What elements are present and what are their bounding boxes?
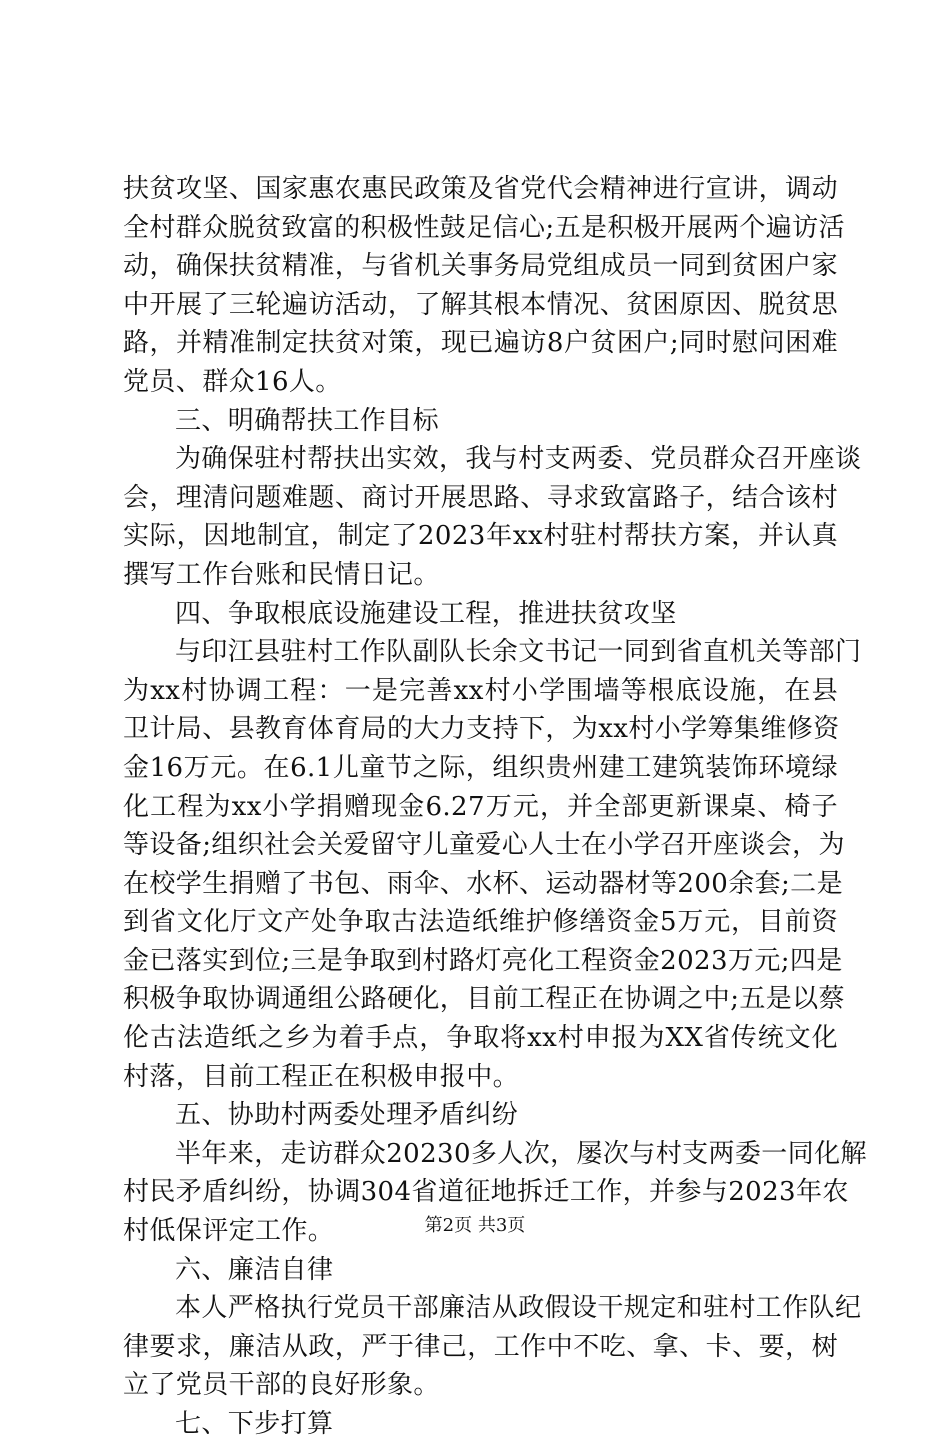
text-line: 动，确保扶贫精准，与省机关事务局党组成员一同到贫困户家 [123, 251, 838, 282]
text-line: 路，并精准制定扶贫对策，现已遍访8户贫困户;同时慰问困难 [123, 328, 838, 359]
text-line: 积极争取协调通组公路硬化，目前工程正在协调之中;五是以蔡 [123, 984, 845, 1015]
text-line: 实际，因地制宜，制定了2023年xx村驻村帮扶方案，并认真 [123, 521, 838, 552]
document-body [123, 170, 867, 1444]
text-line: 本人严格执行党员干部廉洁从政假设干规定和驻村工作队纪 [175, 1293, 862, 1324]
text-line: 在校学生捐赠了书包、雨伞、水杯、运动器材等200余套;二是 [123, 868, 843, 899]
text-line: 立了党员干部的良好形象。 [123, 1370, 440, 1401]
text-line: 律要求，廉洁从政，严于律己，工作中不吃、拿、卡、要，树 [123, 1331, 838, 1362]
text-line: 撰写工作台账和民情日记。 [123, 559, 440, 590]
text-line: 等设备;组织社会关爱留守儿童爱心人士在小学召开座谈会，为 [123, 830, 845, 861]
section-heading: 五、协助村两委处理矛盾纠纷 [175, 1100, 519, 1131]
text-line: 到省文化厅文产处争取古法造纸维护修缮资金5万元，目前资 [123, 907, 838, 938]
text-line: 金已落实到位;三是争取到村路灯亮化工程资金2023万元;四是 [123, 945, 843, 976]
text-line: 为xx村协调工程：一是完善xx村小学围墙等根底设施，在县 [123, 675, 838, 706]
text-line: 伦古法造纸之乡为着手点，争取将xx村申报为XX省传统文化 [123, 1023, 838, 1054]
text-line: 党员、群众16人。 [123, 366, 342, 397]
text-line: 中开展了三轮遍访活动，了解其根本情况、贫困原因、脱贫思 [123, 289, 838, 320]
text-line: 村落，目前工程正在积极申报中。 [123, 1061, 520, 1092]
section-heading: 六、廉洁自律 [175, 1254, 334, 1285]
text-line: 全村群众脱贫致富的积极性鼓足信心;五是积极开展两个遍访活 [123, 212, 845, 243]
text-line: 村低保评定工作。 [123, 1216, 335, 1247]
text-line: 半年来，走访群众20230多人次，屡次与村支两委一同化解 [175, 1138, 867, 1169]
section-heading: 四、争取根底设施建设工程，推进扶贫攻坚 [175, 598, 677, 629]
text-line: 与印江县驻村工作队副队长余文书记一同到省直机关等部门 [175, 637, 862, 668]
text-line: 会，理清问题难题、商讨开展思路、寻求致富路子，结合该村 [123, 482, 838, 513]
text-line: 扶贫攻坚、国家惠农惠民政策及省党代会精神进行宣讲，调动 [123, 174, 838, 204]
text-line: 为确保驻村帮扶出实效，我与村支两委、党员群众召开座谈 [175, 444, 862, 475]
text-line: 卫计局、县教育体育局的大力支持下，为xx村小学筹集维修资 [123, 714, 840, 745]
text-line: 化工程为xx小学捐赠现金6.27万元，并全部更新课桌、椅子 [123, 791, 838, 822]
section-heading: 七、下步打算 [175, 1409, 334, 1439]
text-line: 村民矛盾纠纷，协调304省道征地拆迁工作，并参与2023年农 [123, 1177, 849, 1208]
section-heading: 三、明确帮扶工作目标 [175, 405, 440, 436]
page-footer: 第2页 共3页 [424, 1215, 526, 1236]
text-line: 金16万元。在6.1儿童节之际，组织贵州建工建筑装饰环境绿 [123, 752, 838, 783]
